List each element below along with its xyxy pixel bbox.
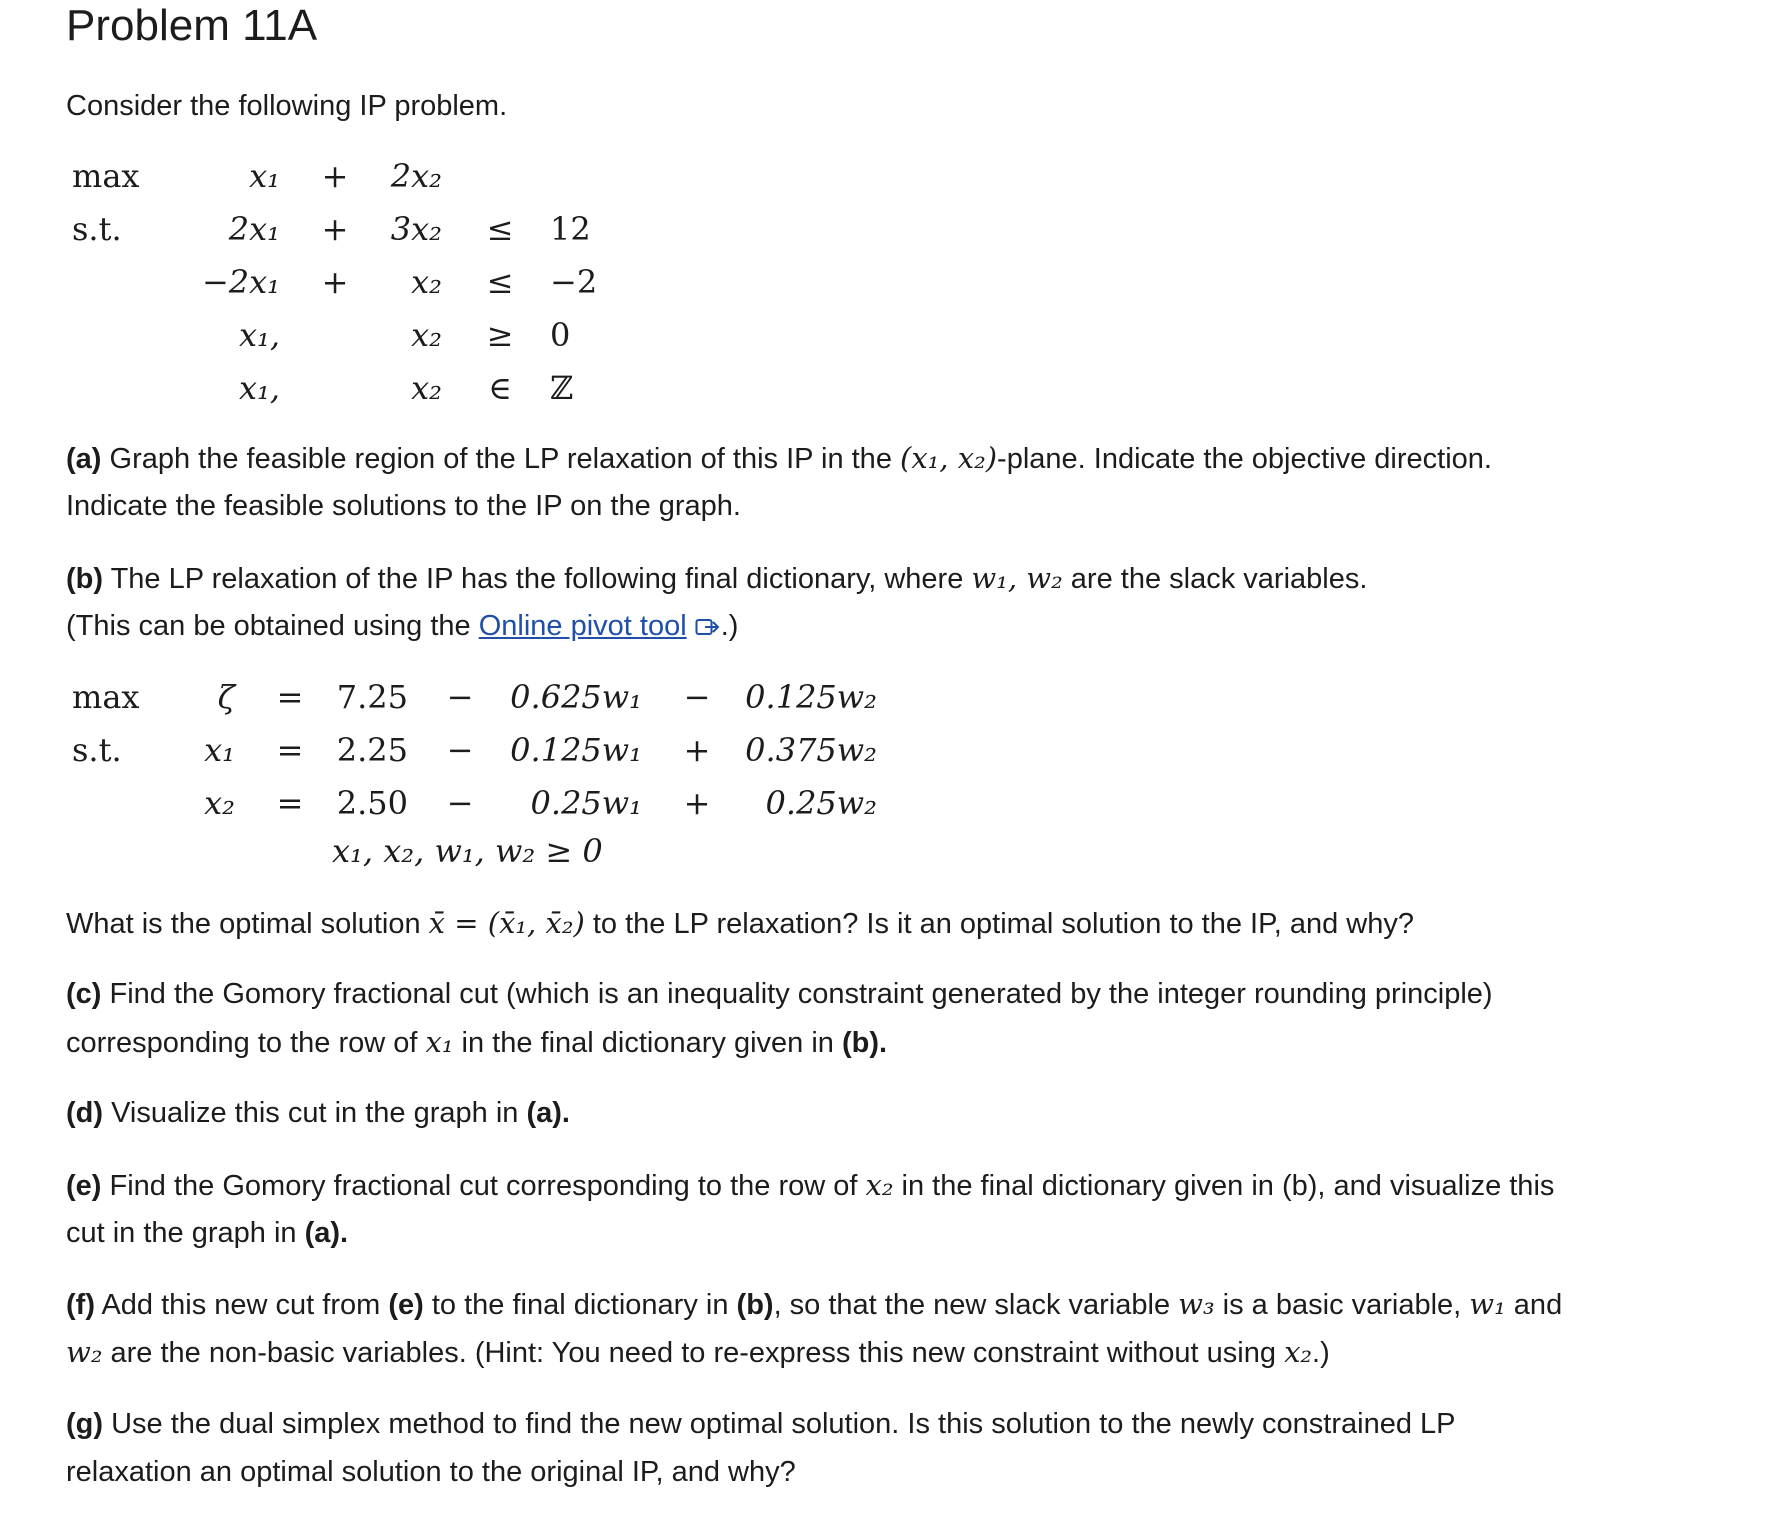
ip-st-label: s.t.	[72, 210, 122, 248]
ip-max-label: max	[72, 157, 140, 195]
ip-row-term: x₁	[249, 157, 280, 195]
ip-row-term: 2x₂	[390, 157, 442, 195]
part-a-math: (x₁, x₂)	[900, 441, 998, 475]
ip-row-rel: ≤	[486, 263, 514, 301]
part-a-line1: (a) Graph the feasible region of the LP relaxation of this IP in the (x₁, x₂)-plane. Indicate the objective direction.	[66, 441, 1492, 475]
ip-row-rhs: −2	[550, 263, 598, 301]
ip-row-term: 3x₂	[390, 210, 442, 248]
ip-row-term: x₂	[411, 369, 442, 407]
ip-row-rhs: 0	[550, 316, 571, 354]
part-f-label: (f)	[66, 1289, 95, 1321]
part-e-line1: (e) Find the Gomory fractional cut corresponding to the row of x₂ in the final dictionary given in (b), and visualize this	[66, 1168, 1555, 1202]
part-e-label: (e)	[66, 1170, 102, 1202]
question-b: What is the optimal solution x̄ = (x̄₁, x̄₂) to the LP relaxation? Is it an optimal solution to the IP, and why?	[66, 906, 1414, 940]
dict-op: −	[446, 731, 474, 769]
dict-st-label: s.t.	[72, 731, 122, 769]
dict-term: 0.125w₁	[510, 731, 642, 769]
part-d-line: (d) Visualize this cut in the graph in (a).	[66, 1097, 570, 1129]
ip-row-op: +	[321, 263, 349, 301]
ip-row-term: 2x₁	[228, 210, 280, 248]
dict-term: 0.125w₂	[745, 678, 877, 716]
online-pivot-tool-link[interactable]: Online pivot tool	[478, 610, 687, 642]
dict-op: −	[446, 784, 474, 822]
ip-row-rel: ∈	[488, 369, 512, 407]
dict-lhs: x₁	[204, 731, 235, 769]
page-title: Problem 11A	[66, 1, 318, 50]
dict-op: +	[683, 784, 711, 822]
ip-row-rel: ≥	[486, 316, 514, 354]
dict-lhs: ζ	[217, 678, 235, 716]
part-e-line2: cut in the graph in (a).	[66, 1217, 349, 1249]
part-c-line2: corresponding to the row of x₁ in the final dictionary given in (b).	[66, 1025, 888, 1059]
ip-row-op: +	[321, 210, 349, 248]
ip-row-term: x₁,	[238, 316, 280, 354]
dict-eq: =	[276, 731, 304, 769]
dict-term: 0.375w₂	[745, 731, 877, 769]
dict-constant: 2.50	[336, 784, 408, 822]
part-b-line2: (This can be obtained using the Online pivot tool .)	[66, 610, 739, 642]
ip-row-term: x₂	[411, 263, 442, 301]
part-c-line1: (c) Find the Gomory fractional cut (which is an inequality constraint generated by the integer rounding principle)	[66, 978, 1493, 1010]
dict-term: 0.25w₂	[765, 784, 877, 822]
dict-op: −	[446, 678, 474, 716]
dict-constant: 2.25	[336, 731, 408, 769]
ip-row-rhs: ℤ	[550, 369, 574, 407]
dict-term: 0.25w₁	[530, 784, 642, 822]
part-f-line2: w₂ are the non-basic variables. (Hint: You need to re-express this new constraint without using x₂.)	[66, 1335, 1330, 1369]
dict-term: 0.625w₁	[510, 678, 642, 716]
part-f-line1: (f) Add this new cut from (e) to the final dictionary in (b), so that the new slack variable w₃ is a basic variable, w₁ and	[66, 1287, 1563, 1321]
part-d-label: (d)	[66, 1097, 104, 1129]
intro-text: Consider the following IP problem.	[66, 90, 508, 122]
dict-nonneg: x₁, x₂, w₁, w₂ ≥ 0	[332, 832, 603, 870]
dict-max-label: max	[72, 678, 140, 716]
part-b-line1: (b) The LP relaxation of the IP has the following final dictionary, where w₁, w₂ are the slack variables.	[66, 561, 1368, 595]
dict-op: −	[683, 678, 711, 716]
dict-constant: 7.25	[336, 678, 408, 716]
ip-row-rel: ≤	[486, 210, 514, 248]
part-g-line1: (g) Use the dual simplex method to find the new optimal solution. Is this solution to the newly constrained LP	[66, 1408, 1456, 1440]
ip-row-rhs: 12	[550, 210, 591, 248]
part-g-label: (g)	[66, 1408, 104, 1440]
ip-row-term: x₁,	[238, 369, 280, 407]
dict-lhs: x₂	[204, 784, 235, 822]
dict-eq: =	[276, 678, 304, 716]
ip-row-term: x₂	[411, 316, 442, 354]
part-c-label: (c)	[66, 978, 102, 1010]
external-link-icon[interactable]	[695, 617, 721, 637]
question-b-math: x̄ = (x̄₁, x̄₂)	[428, 906, 585, 940]
part-b-label: (b)	[66, 563, 104, 595]
ip-row-term: −2x₁	[201, 263, 280, 301]
part-a-label: (a)	[66, 443, 102, 475]
part-a-line2: Indicate the feasible solutions to the IP on the graph.	[66, 490, 741, 522]
ip-row-op: +	[321, 157, 349, 195]
part-b-math: w₁, w₂	[971, 561, 1063, 595]
part-g-line2: relaxation an optimal solution to the original IP, and why?	[66, 1456, 796, 1488]
dict-eq: =	[276, 784, 304, 822]
dict-op: +	[683, 731, 711, 769]
